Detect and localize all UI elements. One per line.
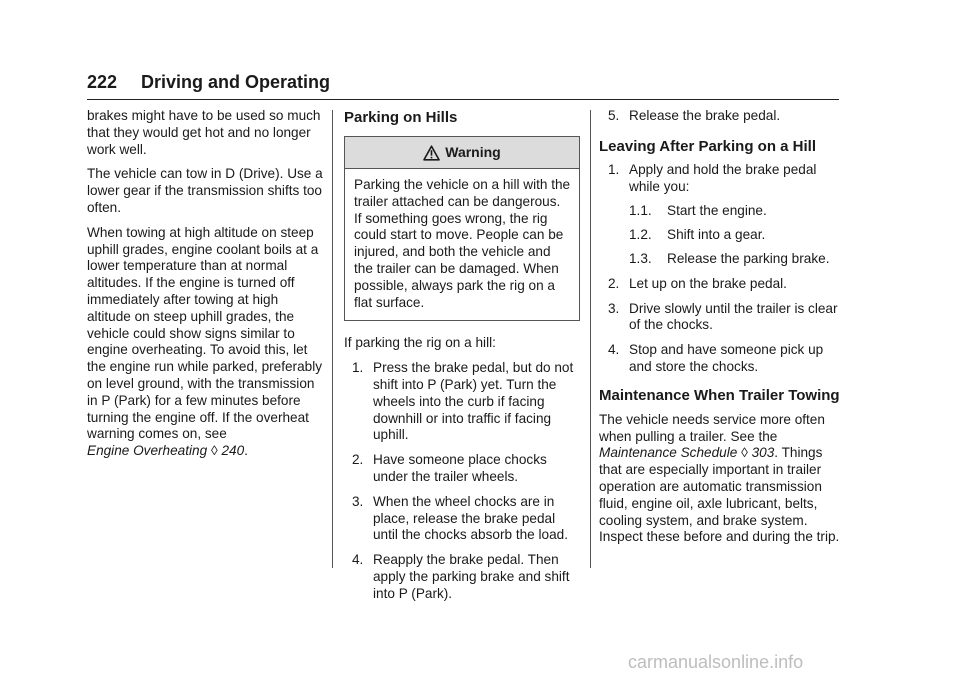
warning-text: Parking the vehicle on a hill with the trailer attached can be dangerous. If something goes wrong, the rig could start to move. People can be injured, and both the vehicle and the trailer can be damaged. When possible, always park the rig on a flat surface. (354, 177, 571, 310)
list-item: 2. Let up on the brake pedal. (608, 275, 787, 291)
paragraph: The vehicle can tow in D (Drive). Use a lower gear if the transmission shifts too often. (87, 166, 323, 215)
list-item: 1.1. Start the engine. (629, 203, 767, 219)
warning-triangle-icon (423, 145, 440, 161)
list-item: 4. Stop and have someone pick up and store the chocks. (608, 342, 824, 374)
column-3 (599, 108, 841, 554)
page-ref-arrow-icon: ◊ (210, 443, 218, 459)
column-divider-1 (332, 110, 333, 568)
column-divider-2 (590, 110, 591, 568)
warning-box (344, 136, 580, 321)
maintenance-schedule-link[interactable]: Maintenance Schedule (599, 445, 738, 461)
list-item: 1.3. Release the parking brake. (629, 250, 830, 266)
maintenance-paragraph: The vehicle needs service more often when pulling a trailer. See the Maintenance Schedule ◊ 303. Things that are especially important in trailer operation are automatic transmission fluid, engine oil, axle lubricant, belts, cooling system, and brake system. Inspect these before and during the trip. (599, 411, 840, 545)
leaving-steps-list (599, 162, 841, 376)
column-2 (344, 108, 580, 611)
leaving-substeps-list (629, 203, 841, 267)
list-item: 3. When the wheel chocks are in place, release the brake pedal until the chocks absorb the load. (352, 493, 568, 543)
parking-intro: If parking the rig on a hill: (344, 335, 496, 351)
list-item: 1.2. Shift into a gear. (629, 227, 766, 243)
list-item: 1. Apply and hold the brake pedal while you: 1.1. Start the engine. 1.2. Shift into a gear. 1.3. Release the parking brake. (599, 162, 841, 268)
engine-overheating-link[interactable]: Engine Overheating (87, 443, 208, 459)
list-item: 2. Have someone place chocks under the trailer wheels. (352, 452, 547, 484)
heading-leaving-after-parking: Leaving After Parking on a Hill (599, 137, 816, 155)
page-ref-arrow-icon: ◊ (741, 445, 748, 461)
list-item: 3. Drive slowly until the trailer is clear of the chocks. (608, 300, 838, 333)
list-item: 4. Reapply the brake pedal. Then apply the parking brake and shift into P (Park). (352, 552, 570, 601)
altitude-paragraph: When towing at high altitude on steep uphill grades, engine coolant boils at a lower temperature than at normal altitudes. If the engine is turned off immediately after towing at high altitude on steep uphill grades, the vehicle could show signs similar to engine overheating. To avoid this, let the engine run while parked, preferably on level ground, with the transmission in P (Park) for a few minutes before turning the engine off. If the overheat warning comes on, see Engine Overheating ◊ 240. (87, 224, 323, 459)
page-ref-number[interactable]: 240 (221, 443, 245, 459)
list-item: 5. Release the brake pedal. (608, 108, 781, 123)
parking-steps-continued (599, 108, 841, 125)
page-number: 222 (87, 72, 118, 92)
column-1 (87, 108, 325, 468)
warning-label: Warning (445, 144, 501, 161)
heading-parking-on-hills: Parking on Hills (344, 109, 458, 126)
list-item: 1. Press the brake pedal, but do not shift into P (Park) yet. Turn the wheels into the curb if facing downhill or into traffic if facing uphill. (352, 360, 574, 443)
page-ref-number[interactable]: 303 (751, 445, 775, 461)
altitude-text: When towing at high altitude on steep uphill grades, engine coolant boils at a lower temperature than at normal altitudes. If the engine is turned off immediately after towing at high altitude on steep uphill grades, the vehicle could show signs similar to engine overheating. To avoid this, let the engine run while parked, preferably on level ground, with the transmission in P (Park) for a few minutes before turning the engine off. If the overheat warning comes on, see (87, 224, 323, 442)
warning-header (345, 137, 579, 169)
page-header (87, 71, 839, 100)
watermark: carmanualsonline.info (628, 652, 804, 672)
section-title: Driving and Operating (141, 72, 331, 92)
heading-maintenance-towing: Maintenance When Trailer Towing (599, 386, 840, 404)
parking-steps-list (344, 360, 580, 602)
paragraph: brakes might have to be used so much that they would get hot and no longer work well. (87, 108, 321, 157)
